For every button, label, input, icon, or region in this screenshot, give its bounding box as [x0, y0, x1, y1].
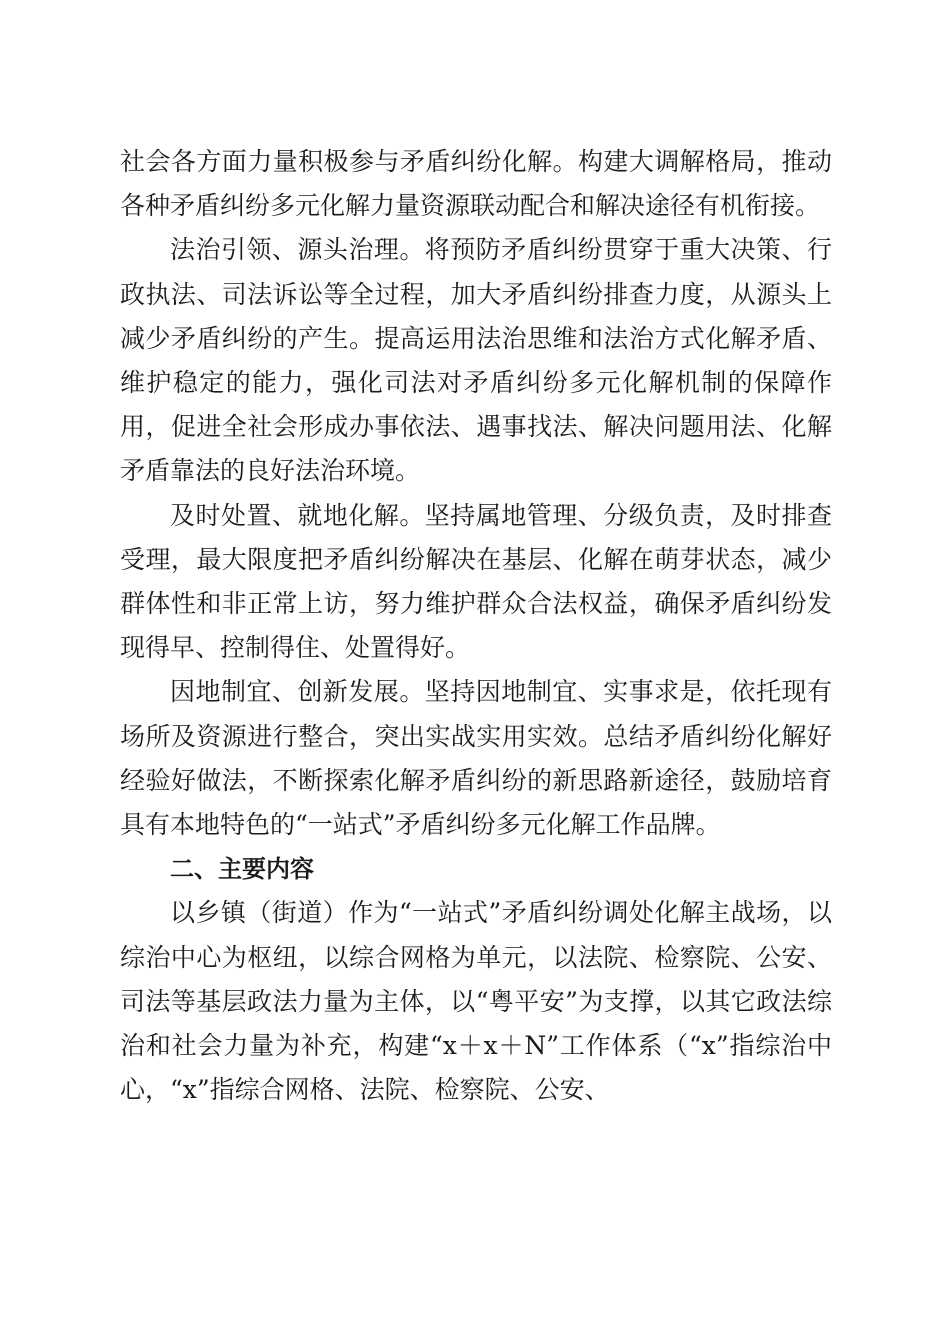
- paragraph-continuation: 社会各方面力量积极参与矛盾纠纷化解。构建大调解格局，推动各种矛盾纠纷多元化解力量资源联动配合和解决途径有机衔接。: [120, 147, 832, 221]
- paragraph-rule-of-law: 法治引领、源头治理。将预防矛盾纠纷贯穿于重大决策、行政执法、司法诉讼等全过程，加大矛盾纠纷排查力度，从源头上减少矛盾纠纷的产生。提高运用法治思维和法治方式化解矛盾、维护稳定的能力，强化司法对矛盾纠纷多元化解机制的保障作用，促进全社会形成办事依法、遇事找法、解决问题用法、化解矛盾靠法的良好法治环境。: [120, 235, 832, 486]
- paragraph-timely-handling: 及时处置、就地化解。坚持属地管理、分级负责，及时排查受理，最大限度把矛盾纠纷解决在基层、化解在萌芽状态，减少群体性和非正常上访，努力维护群众合法权益，确保矛盾纠纷发现得早、控制得住、处置得好。: [120, 500, 832, 663]
- section-heading: 二、主要内容: [170, 855, 314, 884]
- document-body: [120, 140, 832, 1112]
- paragraph-main-content: 以乡镇（街道）作为“一站式”矛盾纠纷调处化解主战场，以综治中心为枢纽，以综合网格为单元，以法院、检察院、公安、司法等基层政法力量为主体，以“粤平安”为支撑，以其它政法综治和社会力量为补充，构建“x＋x＋N”工作体系（“x”指综治中心，“x”指综合网格、法院、检察院、公安、: [120, 898, 832, 1105]
- paragraph-local-conditions: 因地制宜、创新发展。坚持因地制宜、实事求是，依托现有场所及资源进行整合，突出实战实用实效。总结矛盾纠纷化解好经验好做法，不断探索化解矛盾纠纷的新思路新途径，鼓励培育具有本地特色的“一站式”矛盾纠纷多元化解工作品牌。: [120, 677, 832, 840]
